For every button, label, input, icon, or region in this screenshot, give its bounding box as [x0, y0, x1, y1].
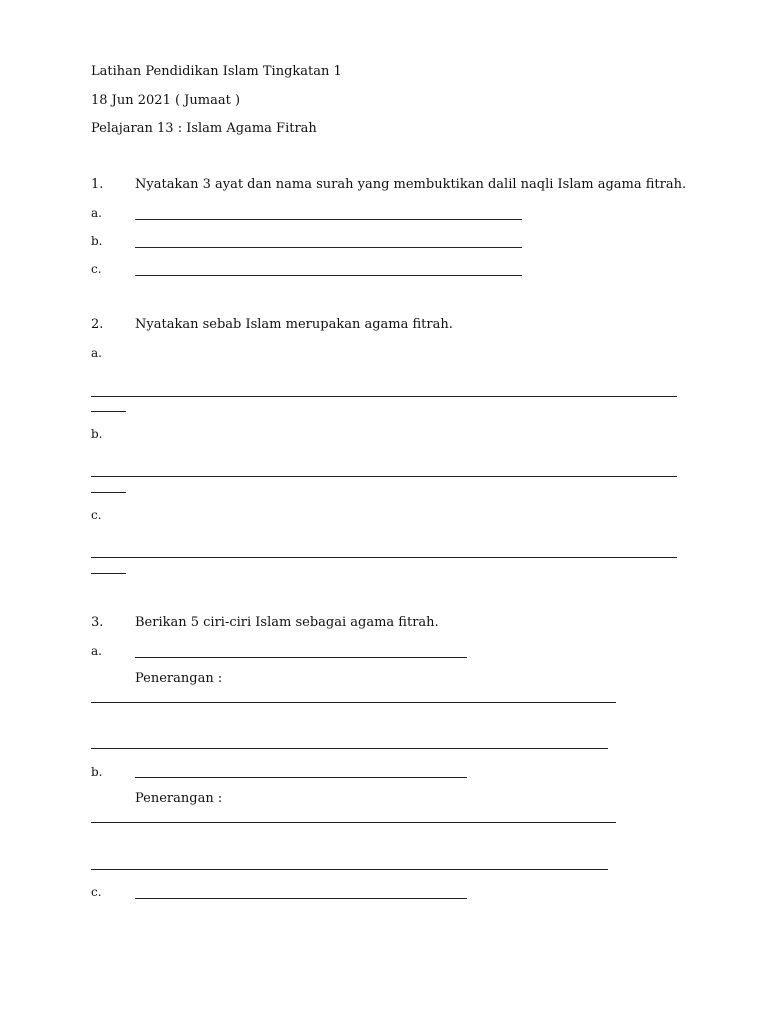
question-3-number: 3. — [91, 615, 104, 630]
question-2-text: Nyatakan sebab Islam merupakan agama fitrah. — [135, 317, 453, 332]
q3-explanation-line-b2[interactable] — [91, 869, 608, 870]
q2-answer-line-b[interactable] — [91, 476, 677, 477]
q2-item-c-label: c. — [91, 508, 102, 522]
q2-answer-line-a-cont[interactable] — [91, 411, 126, 412]
q1-answer-line-b[interactable] — [135, 247, 522, 248]
worksheet-date: 18 Jun 2021 ( Jumaat ) — [91, 93, 241, 108]
q3-item-b-label: b. — [91, 765, 103, 779]
q2-answer-line-c-cont[interactable] — [91, 573, 126, 574]
q1-answer-line-a[interactable] — [135, 219, 522, 220]
q2-answer-line-c[interactable] — [91, 557, 677, 558]
q2-answer-line-a[interactable] — [91, 396, 677, 397]
q3-item-c-label: c. — [91, 885, 102, 899]
question-3-text: Berikan 5 ciri-ciri Islam sebagai agama fitrah. — [135, 615, 439, 630]
q3-explanation-line-a2[interactable] — [91, 748, 608, 749]
lesson-title: Pelajaran 13 : Islam Agama Fitrah — [91, 121, 317, 136]
q2-item-a-label: a. — [91, 346, 102, 360]
worksheet-title: Latihan Pendidikan Islam Tingkatan 1 — [91, 64, 342, 79]
q3-answer-line-c[interactable] — [135, 898, 467, 899]
q1-answer-line-c[interactable] — [135, 275, 522, 276]
q1-item-a-label: a. — [91, 206, 102, 220]
q3-explanation-line-b1[interactable] — [91, 822, 616, 823]
q3-answer-line-b[interactable] — [135, 777, 467, 778]
q1-item-b-label: b. — [91, 234, 103, 248]
q3-answer-line-a[interactable] — [135, 657, 467, 658]
q3-explanation-line-a1[interactable] — [91, 702, 616, 703]
q3-item-a-label: a. — [91, 644, 102, 658]
question-2-number: 2. — [91, 317, 104, 332]
q3-explanation-label-a: Penerangan : — [135, 671, 223, 686]
q2-item-b-label: b. — [91, 427, 103, 441]
q2-answer-line-b-cont[interactable] — [91, 492, 126, 493]
question-1-number: 1. — [91, 177, 104, 192]
q1-item-c-label: c. — [91, 262, 102, 276]
q3-explanation-label-b: Penerangan : — [135, 791, 223, 806]
question-1-text: Nyatakan 3 ayat dan nama surah yang membuktikan dalil naqli Islam agama fitrah. — [135, 177, 687, 192]
